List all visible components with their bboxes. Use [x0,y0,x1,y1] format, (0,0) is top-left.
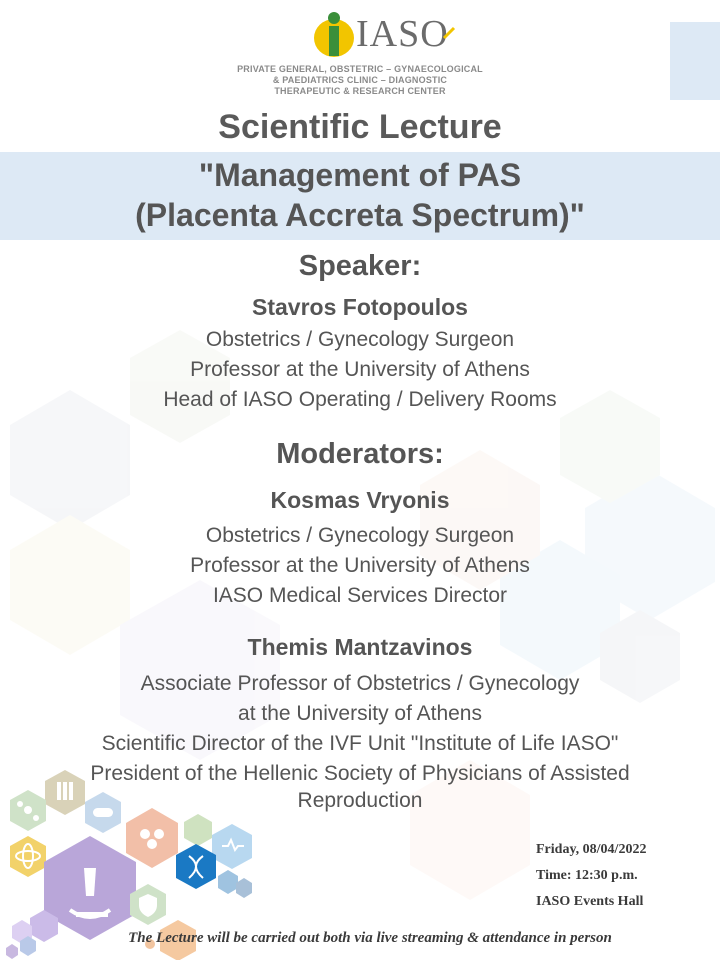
topic-line-1: "Management of PAS [198,157,522,193]
tagline-line: & PAEDIATRICS CLINIC – DIAGNOSTIC [272,75,448,85]
event-date: Friday, 08/04/2022 [536,842,647,857]
moderator-role: President of the Hellenic Society of Physicians of Assisted [90,762,630,785]
speaker-role: Obstetrics / Gynecology Surgeon [205,328,515,351]
moderator-role: Professor at the University of Athens [190,554,530,577]
speaker-role: Professor at the University of Athens [190,358,530,381]
moderators-heading: Moderators: [276,438,444,470]
moderator-role: IASO Medical Services Director [212,584,508,607]
page-title: Scientific Lecture [218,108,502,146]
people-icon [126,808,178,868]
logo-mark-icon [312,10,356,58]
moderator-role: at the University of Athens [238,702,482,725]
event-venue: IASO Events Hall [536,894,644,909]
logo-tagline [0,64,720,97]
moderator-role: Associate Professor of Obstetrics / Gynecology [140,672,580,695]
moderator-role: Obstetrics / Gynecology Surgeon [205,524,515,547]
moderator-role: Scientific Director of the IVF Unit "Institute of Life IASO" [101,732,619,755]
speaker-name: Stavros Fotopoulos [252,294,468,320]
tagline-line: PRIVATE GENERAL, OBSTETRIC – GYNAECOLOGICAL [237,64,483,74]
speaker-role: Head of IASO Operating / Delivery Rooms [163,388,557,411]
logo-brand: IASO [356,13,449,55]
speaker-heading: Speaker: [298,250,422,282]
event-time: Time: 12:30 p.m. [536,868,638,883]
iaso-logo [300,8,460,64]
topic-line-2: (Placenta Accreta Spectrum)" [135,197,585,233]
tagline-line: THERAPEUTIC & RESEARCH CENTER [274,86,446,96]
moderator-name: Kosmas Vryonis [270,487,450,513]
heart-pulse-icon [212,824,252,869]
moderator-role: Reproduction [297,789,423,812]
footer-note: The Lecture will be carried out both via live streaming & attendance in person [128,930,612,946]
moderator-name: Themis Mantzavinos [247,634,473,660]
logo-accent-icon [442,26,456,40]
